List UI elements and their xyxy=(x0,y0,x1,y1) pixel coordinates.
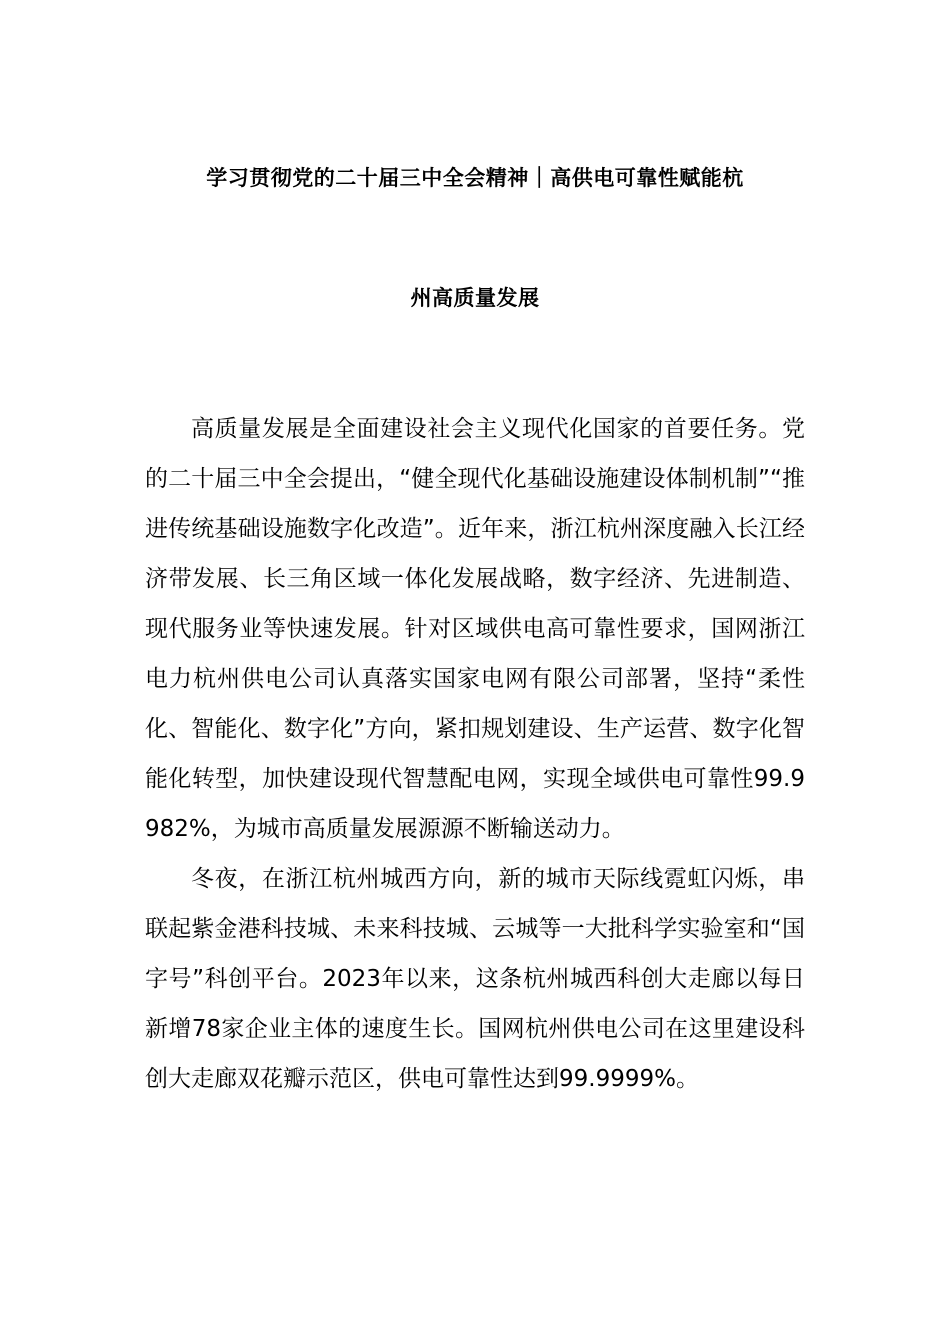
document-title-line-2: 州高质量发展 xyxy=(410,286,540,310)
document-title-line-1: 学习贯彻党的二十届三中全会精神｜高供电可靠性赋能杭 xyxy=(206,166,744,190)
document-body xyxy=(145,404,805,1104)
body-paragraph-1: 高质量发展是全面建设社会主义现代化国家的首要任务。党的二十届三中全会提出，“健全现代化基础设施建设体制机制”“推进传统基础设施数字化改造”。近年来，浙江杭州深度融入长江经济带发展、长三角区域一体化发展战略，数字经济、先进制造、现代服务业等快速发展。针对区域供电高可靠性要求，国网浙江电力杭州供电公司认真落实国家电网有限公司部署，坚持“柔性化、智能化、数字化”方向，紧扣规划建设、生产运营、数字化智能化转型，加快建设现代智慧配电网，实现全域供电可靠性99.9982%，为城市高质量发展源源不断输送动力。 xyxy=(145,416,805,842)
body-paragraph-2: 冬夜，在浙江杭州城西方向，新的城市天际线霓虹闪烁，串联起紫金港科技城、未来科技城、云城等一大批科学实验室和“国字号”科创平台。2023年以来，这条杭州城西科创大走廊以每日新增78家企业主体的速度生长。国网杭州供电公司在这里建设科创大走廊双花瓣示范区，供电可靠性达到99.9999%。 xyxy=(145,866,805,1092)
